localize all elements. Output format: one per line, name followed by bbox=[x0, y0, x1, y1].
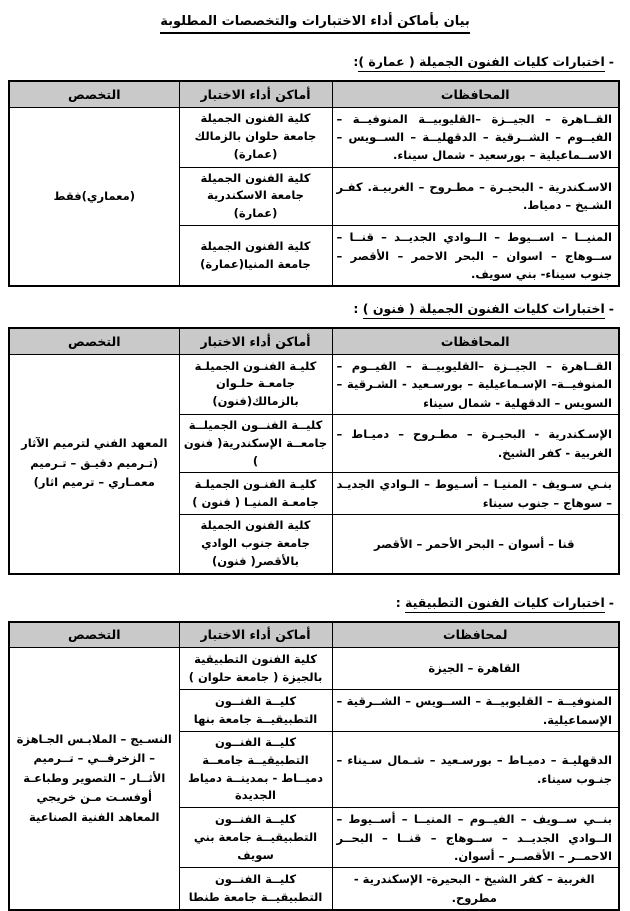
exam-location-cell: كليــة الفنــون التطبيقيــة جامعة طنطا bbox=[179, 868, 332, 910]
heading-colon: : bbox=[395, 594, 406, 610]
column-header-exam-locations: أماكن أداء الاختبار bbox=[179, 622, 332, 648]
exam-location-cell: كلية الفنون الجميلة جامعة حلوان بالزمالك (عمارة) bbox=[179, 107, 332, 167]
governorates-cell: المنيــا – اســيوط – الــوادي الجديــد – قنــا – ســوهاج – اسوان – البحر الاحمر – الأقصر – جنوب سيناء- بني سويف. bbox=[332, 226, 619, 287]
governorates-cell: الغربية – كفر الشيخ - البحيرة- الإسكندرية - مطروح. bbox=[332, 868, 619, 910]
heading-text: اختبارات كليات الفنون التطبيقية bbox=[405, 595, 605, 613]
governorates-cell: المنوفيــة – القليوبيــة – الســويس – الشــرقية – الإسماعيلية. bbox=[332, 690, 619, 732]
heading-dash: - bbox=[608, 54, 614, 69]
column-header-governorates: لمحافظات bbox=[332, 622, 619, 648]
table-header-row bbox=[9, 81, 619, 107]
heading-colon: : bbox=[353, 301, 363, 317]
column-header-specialty: التخصص bbox=[9, 81, 179, 107]
section-heading-fine-arts-arts bbox=[10, 301, 614, 319]
architecture-exams-table bbox=[8, 80, 620, 287]
governorates-cell: الاسـكندرية - البحيـرة – مطـروح – الغربيـة. كفـر الشـيخ – دمياط. bbox=[332, 167, 619, 225]
governorates-cell: قنا – أسوان – البحر الأحمر – الأقصر bbox=[332, 515, 619, 574]
column-header-specialty: التخصص bbox=[9, 622, 179, 648]
exam-location-cell: كليــة الفنــون التطبيقيــة جامعة بني سويف bbox=[179, 808, 332, 868]
section-heading-fine-arts-architecture bbox=[10, 54, 614, 72]
governorates-cell: الدقهليـة – دميـاط – بورسـعيد – شـمال سـيناء – جنـوب سيناء. bbox=[332, 731, 619, 807]
table-header-row bbox=[9, 622, 619, 648]
governorates-cell: بنـي سـويف - المنيـا – أسـيوط – الـوادي الجديـد – سوهاج – جنوب سيناء bbox=[332, 473, 619, 515]
fine-arts-exams-table bbox=[8, 327, 620, 574]
governorates-cell: القــاهرة – الجيــزة –القليوبيــة – الفيــوم – المنوفيــة– الإسـماعيلية – بورسـعيد - الشـرقية – السويس – الدقهلية - شمال سيناء bbox=[332, 354, 619, 414]
page-title-text: بيان بأماكن أداء الاختبارات والتخصصات المطلوبة bbox=[160, 14, 470, 34]
heading-text: اختبارات كليات الفنون الجميلة ( فنون ) bbox=[363, 301, 605, 319]
governorates-cell: القاهرة – الجيزة bbox=[332, 648, 619, 690]
specialty-cell: (معماري)فقط bbox=[9, 107, 179, 286]
exam-location-cell: كليــة الفنــون التطبيقيــة جامعــة دميــاط - بمدينــة دمياط الجديدة bbox=[179, 731, 332, 807]
column-header-exam-locations: أماكن أداء الاختبار bbox=[179, 328, 332, 354]
governorates-cell: القــاهرة – الجيــزة –القليوبيــة المنوفيــة – الفيــوم – الشــرقية – الدقهليــة – الســويس –الاســماعيلية – بورسعيد - شمال سيناء. bbox=[332, 107, 619, 167]
table-header-row bbox=[9, 328, 619, 354]
exam-location-cell: كلية الفنون الجميلة جامعة الاسكندرية (عمارة) bbox=[179, 167, 332, 225]
table-row bbox=[9, 648, 619, 690]
section-heading-applied-arts bbox=[10, 595, 614, 613]
exam-location-cell: كليـة الفنـون الجميلـة جامعـة حلـوان بالزمالك(فنون) bbox=[179, 354, 332, 414]
governorates-cell: الإسـكندرية - البحيـرة – مطـروح – دميـاط – الغربية - كفر الشيخ. bbox=[332, 414, 619, 472]
heading-colon: : bbox=[353, 54, 359, 69]
column-header-governorates: المحافظات bbox=[332, 81, 619, 107]
exam-location-cell: كلية الفنون التطبيقية بالجيزة ( جامعة حلوان ) bbox=[179, 648, 332, 690]
table-row bbox=[9, 107, 619, 167]
governorates-cell: بنــي ســويف – الفيــوم – المنيــا – أســيوط – الــوادي الجديــد – ســوهاج – قنــا – البحــر الاحمــر – الأقصــر – أسوان. bbox=[332, 808, 619, 868]
exam-location-cell: كليــة الفنــون الجميلــة جامعــة الإسكندرية( فنون ) bbox=[179, 414, 332, 472]
exam-location-cell: كلية الفنون الجميلة جامعة المنيا(عمارة) bbox=[179, 226, 332, 287]
specialty-cell: المعهد الفني لترميم الآثار (تـرميم دقيـق – تـرميم معمـاري – ترميم اثار) bbox=[9, 354, 179, 573]
specialty-cell: النسـيج – الملابـس الجـاهزة – الزخرفــي – تــرميم الأثــار – التصوير وطباعـة أوفسـت مـن خريجي المعاهد الفنية الصناعية bbox=[9, 648, 179, 910]
heading-dash: - bbox=[608, 301, 614, 317]
page-title bbox=[10, 14, 620, 34]
column-header-governorates: المحافظات bbox=[332, 328, 619, 354]
applied-arts-exams-table bbox=[8, 621, 620, 911]
column-header-exam-locations: أماكن أداء الاختبار bbox=[179, 81, 332, 107]
exam-location-cell: كليـة الفنـون الجميلـة جامعـة المنيـا ( فنون ) bbox=[179, 473, 332, 515]
table-row bbox=[9, 354, 619, 414]
heading-dash: - bbox=[608, 594, 614, 610]
exam-location-cell: كلية الفنون الجميلة جامعة جنوب الوادي بالأقصر( فنون) bbox=[179, 515, 332, 574]
exam-location-cell: كليــة الفنــون التطبيقيــة جامعة بنها bbox=[179, 690, 332, 732]
column-header-specialty: التخصص bbox=[9, 328, 179, 354]
heading-text: اختبارات كليات الفنون الجميلة ( عمارة ) bbox=[358, 54, 604, 72]
